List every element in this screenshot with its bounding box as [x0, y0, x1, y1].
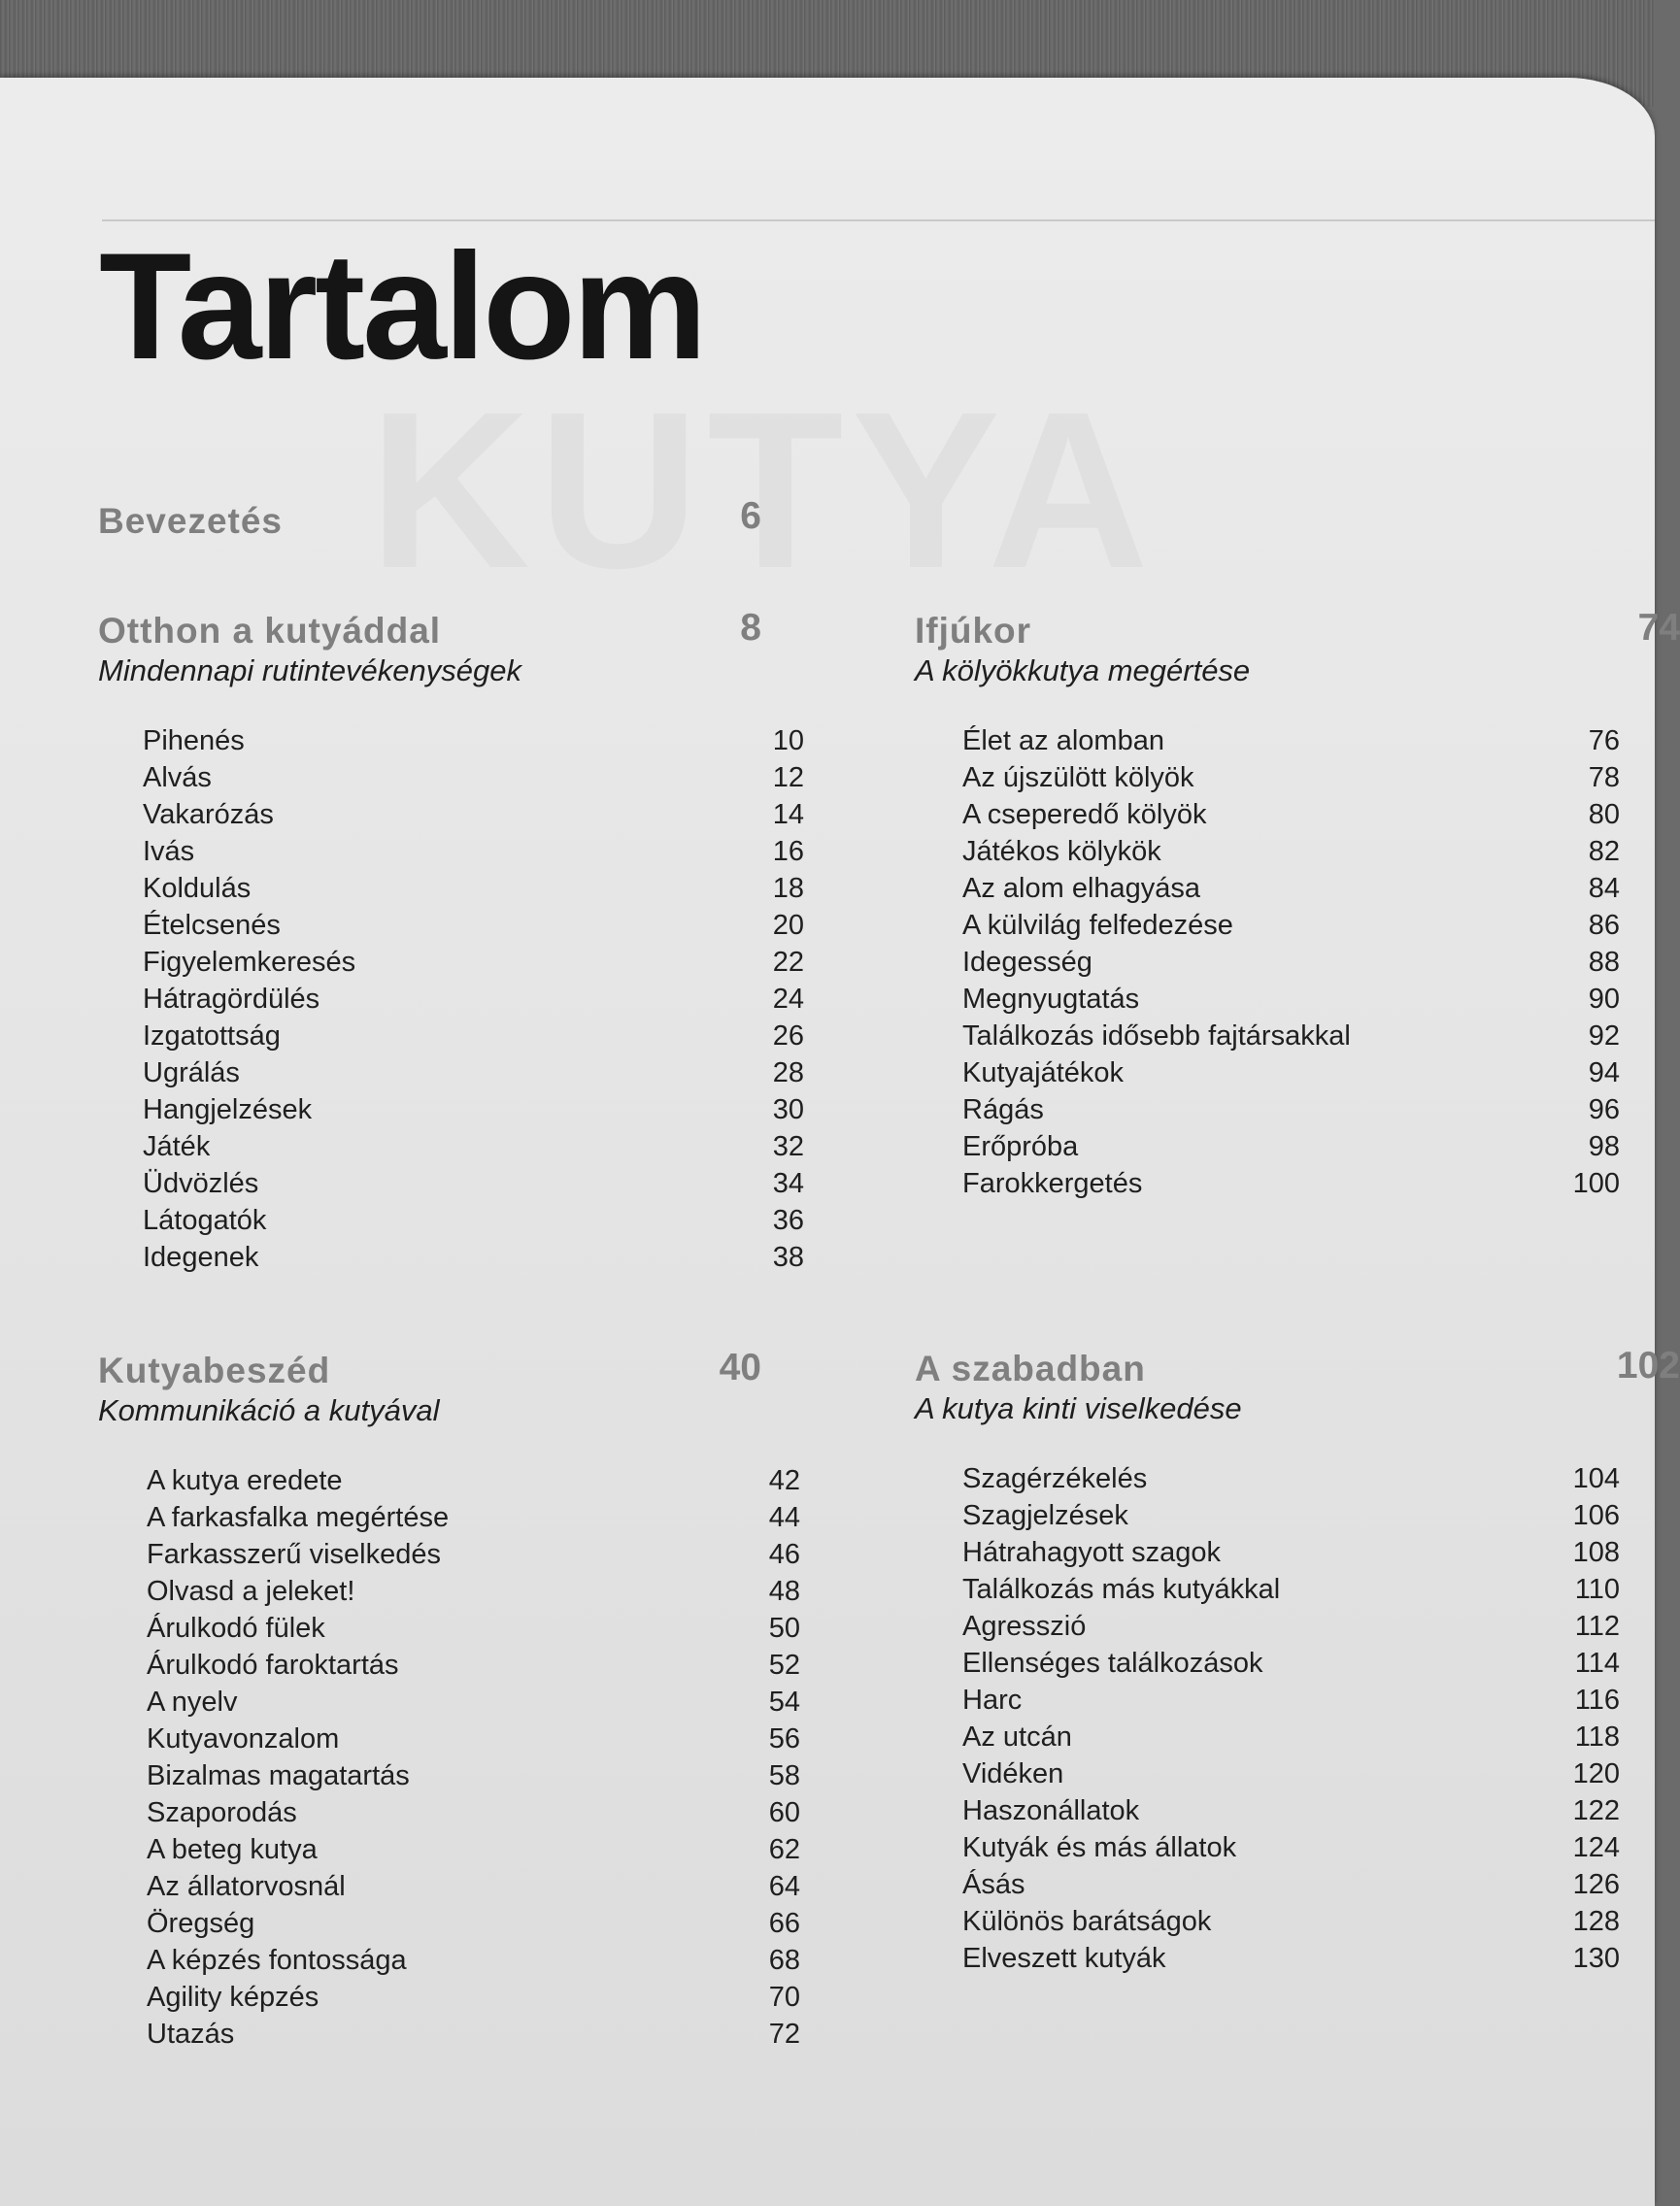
toc-entry-page: 122 [1572, 1795, 1620, 1826]
toc-entry-page: 68 [768, 1945, 800, 1976]
toc-entry-page: 60 [768, 1797, 800, 1828]
toc-entry-label: Az újszülött kölyök [962, 762, 1194, 793]
toc-entry-label: Idegesség [962, 947, 1092, 978]
toc-entry-label: Vakarózás [143, 799, 274, 830]
toc-entry-label: Elveszett kutyák [962, 1943, 1166, 1974]
toc-entry-page: 92 [1588, 1020, 1620, 1052]
toc-entry-page: 80 [1588, 799, 1620, 830]
toc-entry-label: Látogatók [143, 1205, 267, 1236]
toc-entry-label: Kutyajátékok [962, 1057, 1125, 1088]
toc-entry-label: Erőpróba [962, 1131, 1079, 1162]
section-title: Otthon a kutyáddal [98, 611, 442, 651]
toc-entry-label: Alvás [143, 762, 212, 793]
toc-entry-label: Farokkergetés [962, 1168, 1143, 1199]
toc-entry-label: Az állatorvosnál [147, 1871, 346, 1902]
toc-entry-label: Szaporodás [147, 1797, 297, 1828]
page-title: Tartalom [99, 222, 705, 391]
toc-entry-label: Különös barátságok [962, 1906, 1212, 1937]
toc-entry-label: Kutyák és más állatok [962, 1832, 1237, 1863]
toc-entry-label: Öregség [147, 1908, 255, 1939]
toc-entry-label: Koldulás [143, 873, 252, 904]
toc-entry-label: Idegenek [143, 1242, 259, 1273]
toc-entry-label: Szagjelzések [962, 1500, 1128, 1531]
toc-entry-label: Haszonállatok [962, 1795, 1140, 1826]
toc-entry-page: 118 [1574, 1721, 1620, 1753]
toc-entry-page: 46 [768, 1539, 800, 1570]
toc-entry-page: 48 [768, 1576, 800, 1607]
toc-entry-page: 128 [1572, 1906, 1620, 1937]
toc-entry-page: 18 [772, 873, 804, 904]
toc-entry-label: Olvasd a jeleket! [147, 1576, 355, 1607]
toc-entry-label: Harc [962, 1685, 1023, 1716]
toc-entry-label: A külvilág felfedezése [962, 910, 1233, 941]
section-title: Ifjúkor [915, 611, 1032, 651]
toc-entry-page: 26 [772, 1020, 804, 1052]
toc-entry-page: 52 [768, 1650, 800, 1681]
toc-entry-label: Megnyugtatás [962, 984, 1140, 1015]
toc-entry-page: 126 [1572, 1869, 1620, 1900]
toc-entry-label: Figyelemkeresés [143, 947, 356, 978]
toc-entry-label: Izgatottság [143, 1020, 281, 1052]
toc-entry-label: Üdvözlés [143, 1168, 259, 1199]
toc-entry-label: A kutya eredete [147, 1465, 343, 1496]
toc-entry-page: 20 [772, 910, 804, 941]
toc-entry-page: 110 [1574, 1574, 1620, 1605]
toc-entry-page: 116 [1574, 1685, 1620, 1716]
toc-entry-page: 98 [1588, 1131, 1620, 1162]
toc-entry-label: Ásás [962, 1869, 1025, 1900]
toc-entry-label: Hangjelzések [143, 1094, 313, 1125]
toc-entry-label: A képzés fontossága [147, 1945, 407, 1976]
toc-entry-page: 22 [772, 947, 804, 978]
section-page-number: 74 [1637, 607, 1680, 649]
toc-entry-page: 96 [1588, 1094, 1620, 1125]
toc-entry-page: 58 [768, 1760, 800, 1791]
toc-entry-label: A farkasfalka megértése [147, 1502, 450, 1533]
toc-entry-page: 82 [1588, 836, 1620, 867]
intro-label: Bevezetés [98, 501, 284, 541]
toc-entry-label: Hátrahagyott szagok [962, 1537, 1221, 1568]
toc-entry-label: Pihenés [143, 725, 245, 756]
toc-entry-page: 124 [1572, 1832, 1620, 1863]
toc-entry-label: Ugrálás [143, 1057, 240, 1088]
section-subtitle: Mindennapi rutintevékenységek [98, 653, 521, 687]
toc-entry-label: Ivás [143, 836, 195, 867]
section-page-number: 102 [1616, 1345, 1680, 1387]
toc-entry-page: 14 [772, 799, 804, 830]
toc-entry-label: Árulkodó faroktartás [147, 1650, 399, 1681]
toc-entry-page: 28 [772, 1057, 804, 1088]
intro-page-number: 6 [740, 495, 761, 537]
section-page-number: 8 [740, 607, 761, 649]
toc-entry-page: 12 [772, 762, 804, 793]
toc-entry-page: 54 [768, 1687, 800, 1718]
background-watermark [369, 379, 1157, 602]
toc-entry-page: 32 [772, 1131, 804, 1162]
toc-entry-label: Az alom elhagyása [962, 873, 1201, 904]
toc-entry-page: 104 [1572, 1463, 1620, 1494]
toc-entry-label: Szagérzékelés [962, 1463, 1148, 1494]
toc-entry-label: Agility képzés [147, 1982, 319, 2013]
section-subtitle: A kölyökkutya megértése [915, 653, 1251, 687]
toc-entry-page: 34 [772, 1168, 804, 1199]
toc-entry-page: 64 [768, 1871, 800, 1902]
toc-entry-label: Rágás [962, 1094, 1044, 1125]
toc-entry-label: A beteg kutya [147, 1834, 318, 1865]
section-page-number: 40 [719, 1347, 761, 1388]
toc-entry-page: 10 [772, 725, 804, 756]
toc-entry-page: 16 [772, 836, 804, 867]
toc-entry-page: 84 [1588, 873, 1620, 904]
toc-entry-page: 88 [1588, 947, 1620, 978]
toc-entry-page: 90 [1588, 984, 1620, 1015]
toc-entry-page: 56 [768, 1723, 800, 1755]
toc-entry-page: 100 [1572, 1168, 1620, 1199]
toc-entry-label: Játékos kölykök [962, 836, 1161, 867]
toc-entry-page: 106 [1572, 1500, 1620, 1531]
toc-entry-page: 94 [1588, 1057, 1620, 1088]
toc-entry-label: Farkasszerű viselkedés [147, 1539, 441, 1570]
toc-entry-page: 130 [1572, 1943, 1620, 1974]
toc-entry-page: 72 [768, 2019, 800, 2050]
toc-entry-page: 30 [772, 1094, 804, 1125]
toc-entry-label: Vidéken [962, 1758, 1064, 1789]
toc-entry-page: 36 [772, 1205, 804, 1236]
toc-entry-page: 24 [772, 984, 804, 1015]
toc-entry-page: 50 [768, 1613, 800, 1644]
header-rule [102, 219, 1655, 221]
toc-entry-page: 70 [768, 1982, 800, 2013]
toc-entry-page: 114 [1574, 1648, 1620, 1679]
toc-entry-page: 86 [1588, 910, 1620, 941]
toc-entry-label: Bizalmas magatartás [147, 1760, 410, 1791]
section-title: A szabadban [915, 1349, 1146, 1388]
toc-entry-page: 78 [1588, 762, 1620, 793]
toc-entry-label: A cseperedő kölyök [962, 799, 1207, 830]
toc-entry-label: A nyelv [147, 1687, 238, 1718]
toc-entry-label: Ellenséges találkozások [962, 1648, 1263, 1679]
toc-entry-page: 38 [772, 1242, 804, 1273]
section-title: Kutyabeszéd [98, 1351, 331, 1390]
toc-entry-label: Árulkodó fülek [147, 1613, 325, 1644]
toc-entry-label: Az utcán [962, 1721, 1072, 1753]
toc-entry-page: 44 [768, 1502, 800, 1533]
toc-entry-page: 108 [1572, 1537, 1620, 1568]
toc-entry-page: 66 [768, 1908, 800, 1939]
toc-entry-label: Élet az alomban [962, 725, 1164, 756]
toc-entry-page: 120 [1572, 1758, 1620, 1789]
section-subtitle: A kutya kinti viselkedése [915, 1391, 1242, 1425]
toc-entry-page: 62 [768, 1834, 800, 1865]
toc-entry-label: Találkozás idősebb fajtársakkal [962, 1020, 1351, 1052]
toc-entry-label: Ételcsenés [143, 910, 281, 941]
toc-entry-page: 42 [768, 1465, 800, 1496]
toc-entry-label: Agresszió [962, 1611, 1087, 1642]
toc-entry-label: Hátragördülés [143, 984, 320, 1015]
toc-entry-page: 76 [1588, 725, 1620, 756]
section-subtitle: Kommunikáció a kutyával [98, 1393, 440, 1427]
toc-entry-label: Játék [143, 1131, 211, 1162]
toc-entry-label: Kutyavonzalom [147, 1723, 340, 1755]
toc-entry-page: 112 [1574, 1611, 1620, 1642]
toc-entry-label: Találkozás más kutyákkal [962, 1574, 1281, 1605]
toc-entry-label: Utazás [147, 2019, 235, 2050]
